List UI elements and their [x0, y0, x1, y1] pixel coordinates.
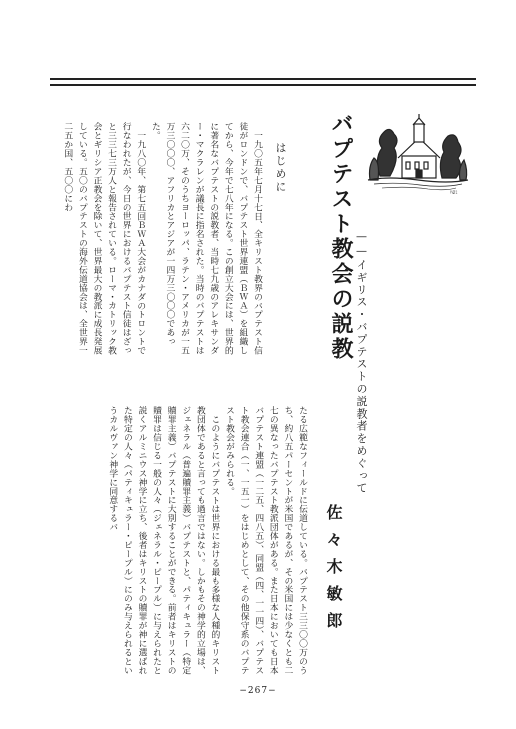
top-rule-lower — [50, 84, 476, 86]
church-illustration — [368, 118, 468, 198]
paragraph: たる広範なフィールドに伝道している。バプテスト三三〇〇万のうち、約八五パーセントが米国であるが、その米国には少なくとも二七の異なったバプテスト教派団体がある。また日本においても日本バプテスト連盟（一二五、四八五）、同盟（四、一一四）、バプテスト教会連合（一、一五一）をはじめとして、その他保守系のバプテスト教会がみられる。 — [224, 406, 307, 675]
article-title: バプテスト教会の説教 — [328, 112, 354, 362]
body-column-right — [107, 406, 309, 678]
paragraph: このようにバプテストは世界における最も多様な人種的キリスト教団体であると言っても過言ではない。しかもその神学的立場は、ジェネラル（普遍贖罪主義）バプテストと、パティキュラー（特定贖罪主義）バプテストに大別することができる。前者はキリストの贖罪は信じる一般の人々（ジェネラル・ピープル）に与えられたと説くアルミニウス神学に立ち、後者はキリストの贖罪が神に選ばれた特定の人々（パティキュラー・ピープル）にのみ与えられるというカルヴァン神学に同意するバ — [107, 406, 220, 675]
top-rule-upper — [50, 78, 476, 80]
church-drawing-icon — [368, 114, 468, 190]
body-column-left — [42, 122, 264, 362]
paragraph: 一九〇五年七月十七日、全キリスト教界のバプテスト信徒がロンドンで、バプテスト世界連盟（ＢＷＡ）を組織してから、今年で七八年になる。この創立大会には、世界的に著名なバプテストの説教者、当時七九歳のアレキサンダー・マクラレンが議長に指名された。当時のバプテストは六二〇万、そのうちヨーロッパ、ラテン・アメリカが一五万三〇〇〇、アフリカとアジアが一四万三〇〇〇であった。 — [149, 122, 262, 355]
paragraph: 一九八〇年、第七五回ＢＷＡ大会がカナダのトロントで行なわれたが、今日の世界におけるバプテスト信徒はざっと三三七三万人と報告されている。ローマ・カトリック教会とギリシア正教会を除いて、世界最大の教派に成長発展している。五〇のバプテストの海外伝道協会は、全世界一二五か国、五〇〇にわ — [62, 122, 146, 355]
section-heading: はじめに — [274, 142, 287, 194]
page-number: −267− — [239, 686, 277, 696]
illustration-signature: ﾊﾛﾐ — [450, 190, 458, 196]
author-name: 佐々木敏郎 — [324, 504, 343, 639]
article-subtitle: ——イギリス・バプテストの説教者をめぐって — [355, 230, 368, 495]
